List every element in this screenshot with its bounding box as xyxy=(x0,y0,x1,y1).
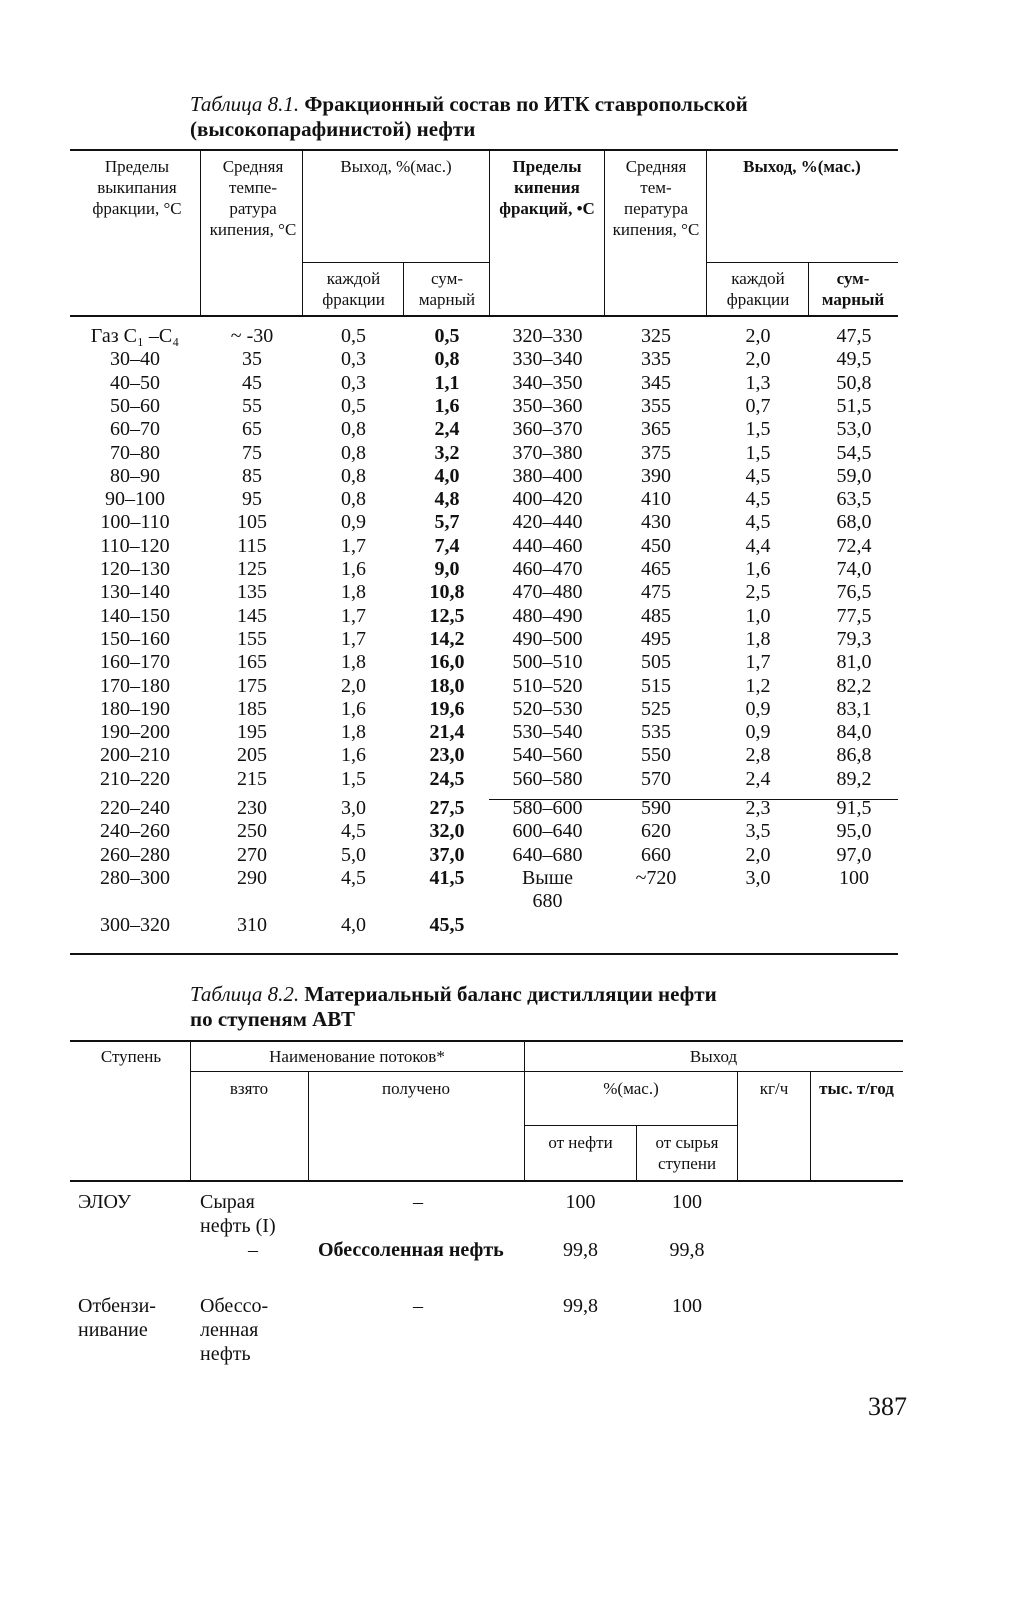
table1-cell-yield-cumulative: 14,2 xyxy=(429,627,465,650)
table1-cell-yield-each: 5,0 xyxy=(341,843,366,866)
table1-right-cell-yield-each: 1,0 xyxy=(745,604,771,627)
table1-cell-mean-temp: 115 xyxy=(237,534,267,557)
table1-cell-mean-temp: 165 xyxy=(237,651,267,674)
table1-cell-yield-cumulative: 19,6 xyxy=(429,697,465,720)
table1-right-cell-fraction-range: 490–500 xyxy=(512,627,583,650)
table2-cell-from-oil: 99,8 xyxy=(563,1239,598,1261)
table2-header-tpy: тыс. т/год xyxy=(819,1079,894,1098)
table2-header-bottom-rule xyxy=(70,1180,903,1182)
table1-right-cell-fraction-range: 470–480 xyxy=(512,581,583,604)
table1-col-divider xyxy=(808,263,809,315)
table1-right-cell-yield-each: 2,4 xyxy=(745,767,771,790)
table1-right-cell-fraction-range: 340–350 xyxy=(512,371,583,394)
table1-right-cell-fraction-range: 580–600 xyxy=(512,797,583,819)
table1-right-cell-fraction-range: 480–490 xyxy=(512,604,583,627)
table1-cell-yield-each: 0,8 xyxy=(341,418,366,441)
table1-right-cell-fraction-range: 350–360 xyxy=(512,394,583,417)
table2-col-divider xyxy=(810,1072,811,1180)
table1-right-cell-yield-cumulative: 91,5 xyxy=(836,797,872,819)
table1-right-cell-yield-cumulative: 51,5 xyxy=(836,394,872,417)
table1-right-cell-mean-temp: 550 xyxy=(641,744,671,767)
table1-right-cell-mean-temp: 660 xyxy=(641,843,671,866)
table1-right-cell-fraction-range: 370–380 xyxy=(512,441,583,464)
table1-cell-yield-cumulative: 18,0 xyxy=(429,674,465,697)
table1-right-cell-yield-each: 3,0 xyxy=(745,866,771,889)
table1-cell-yield-cumulative: 0,5 xyxy=(434,325,460,347)
table1-cell-mean-temp: 270 xyxy=(237,843,267,866)
table1-cell-yield-cumulative: 37,0 xyxy=(429,843,465,866)
table1-right-cell-yield-each: 2,8 xyxy=(745,744,771,767)
table1-right-cell-mean-temp: 390 xyxy=(641,464,671,487)
table2-col-divider xyxy=(636,1126,637,1180)
table1-right-cell-fraction-range: 520–530 xyxy=(512,697,583,720)
table1-cell-mean-temp: ~ -30 xyxy=(230,325,274,347)
table1-cell-yield-cumulative: 5,7 xyxy=(434,511,460,534)
table1-right-cell-fraction-range: 440–460 xyxy=(512,534,583,557)
table1-right-cell-fraction-range: 460–470 xyxy=(512,558,583,580)
table2-header-percent: %(мас.) xyxy=(603,1079,659,1098)
table1-cell-mean-temp: 145 xyxy=(237,604,267,627)
table1-right-cell-yield-each: 3,5 xyxy=(745,820,771,843)
table1-right-cell-mean-temp: 365 xyxy=(641,418,671,441)
table1-cell-yield-cumulative: 45,5 xyxy=(429,913,465,936)
table1-right-cell-yield-each: 4,5 xyxy=(745,511,771,534)
table1-cell-fraction-range: 120–130 xyxy=(100,558,170,580)
table1-right-cell-mean-temp: 515 xyxy=(641,674,671,697)
table1-cell-yield-each: 2,0 xyxy=(341,674,366,697)
table1-cell-yield-each: 1,7 xyxy=(341,627,366,650)
table2-cell-from-feed: 99,8 xyxy=(669,1239,705,1261)
table1-header-mean-temp: Средняя темпе- ратура кипения, °С xyxy=(209,157,297,239)
table1-right-cell-fraction-range: Выше 680 xyxy=(521,866,574,913)
table1-top-rule xyxy=(70,149,898,151)
table1-header-each-right: каждой фракции xyxy=(726,269,790,309)
table2-cell-taken: Обессо- ленная нефть xyxy=(200,1295,269,1365)
table2-cell-stage: ЭЛОУ xyxy=(78,1191,131,1213)
table1-right-cell-mean-temp: 590 xyxy=(641,797,671,819)
table1-cell-fraction-range: 110–120 xyxy=(100,534,170,557)
table1-cell-mean-temp: 45 xyxy=(242,371,262,394)
table1-cell-fraction-range: 180–190 xyxy=(100,697,170,720)
table1-cell-mean-temp: 290 xyxy=(237,866,267,889)
table2-caption-title-line1: Материальный баланс дистилляции нефти xyxy=(304,982,717,1006)
table1-right-cell-yield-cumulative: 95,0 xyxy=(836,820,872,843)
table1-right-cell-mean-temp: 325 xyxy=(641,325,671,347)
table1-cell-mean-temp: 125 xyxy=(237,558,267,580)
table1-cell-yield-each: 1,8 xyxy=(341,651,366,674)
table1-right-cell-yield-cumulative: 82,2 xyxy=(836,674,872,697)
table1-col-divider xyxy=(403,263,404,315)
table1-cell-fraction-range: Газ C₁ –C₄ xyxy=(90,325,180,347)
table1-right-cell-fraction-range: 420–440 xyxy=(512,511,583,534)
table1-cell-yield-each: 1,6 xyxy=(341,558,366,580)
table1-right-cell-fraction-range: 540–560 xyxy=(512,744,583,767)
table1-right-cell-yield-each: 2,3 xyxy=(745,797,771,819)
table2-col-divider xyxy=(737,1072,738,1180)
table1-cell-yield-cumulative: 4,8 xyxy=(434,488,460,511)
table1-cell-yield-cumulative: 24,5 xyxy=(429,767,465,790)
table1-right-cell-fraction-range: 400–420 xyxy=(512,488,583,511)
table2-top-rule xyxy=(70,1040,903,1042)
table1-right-cell-yield-cumulative: 86,8 xyxy=(836,744,872,767)
table1-cell-fraction-range: 160–170 xyxy=(100,651,170,674)
table2-cell-from-oil: 100 xyxy=(565,1191,596,1213)
table1-cell-fraction-range: 140–150 xyxy=(100,604,170,627)
table1-right-cell-yield-cumulative: 83,1 xyxy=(836,697,872,720)
table1-cell-fraction-range: 200–210 xyxy=(100,744,170,767)
table1-right-cell-mean-temp: 375 xyxy=(641,441,671,464)
table1-cell-yield-each: 1,8 xyxy=(341,721,366,744)
table1-header-cumulative-right: сум- марный xyxy=(821,269,885,309)
table1-cell-fraction-range: 30–40 xyxy=(110,348,160,371)
table1-cell-yield-each: 4,0 xyxy=(341,913,366,936)
table1-cell-yield-cumulative: 23,0 xyxy=(429,744,465,767)
table2-header-stage: Ступень xyxy=(100,1047,162,1066)
table1-header-each: каждой фракции xyxy=(322,269,385,309)
table1-cell-yield-each: 1,6 xyxy=(341,744,366,767)
table1-right-cell-fraction-range: 560–580 xyxy=(512,767,583,790)
table2-cell-received: – xyxy=(413,1295,423,1317)
table1-cell-yield-cumulative: 7,4 xyxy=(434,534,460,557)
table1-cell-mean-temp: 35 xyxy=(242,348,262,371)
table2-header-from-oil: от нефти xyxy=(548,1133,613,1152)
table1-cell-fraction-range: 260–280 xyxy=(100,843,170,866)
table1-col-divider xyxy=(706,150,707,315)
table2-header-output: Выход xyxy=(689,1047,738,1066)
table2-header-from-feed: от сырья ступени xyxy=(655,1133,719,1173)
table1-cell-yield-each: 1,6 xyxy=(341,697,366,720)
table1-header-bottom-rule xyxy=(70,315,898,317)
table1-right-cell-fraction-range: 360–370 xyxy=(512,418,583,441)
table1-header-range-right: Пределы кипения фракций, •С xyxy=(499,157,595,218)
table2-header-taken: взято xyxy=(229,1079,269,1098)
table1-caption-label: Таблица 8.1. xyxy=(190,92,300,116)
table1-right-cell-yield-cumulative: 59,0 xyxy=(836,464,872,487)
table1-cell-yield-cumulative: 1,1 xyxy=(434,371,460,394)
table1-cell-yield-cumulative: 1,6 xyxy=(434,394,460,417)
table2-subheader-rule xyxy=(190,1071,903,1072)
table1-cell-yield-each: 0,5 xyxy=(341,325,366,347)
table1-caption-title-line1: Фракционный состав по ИТК ставропольской xyxy=(304,92,748,116)
table1-cell-fraction-range: 60–70 xyxy=(110,418,160,441)
table2-header-streams: Наименование потоков* xyxy=(269,1047,445,1066)
table1-cell-yield-cumulative: 21,4 xyxy=(429,721,465,744)
table1-cell-yield-each: 0,9 xyxy=(341,511,366,534)
table1-right-cell-fraction-range: 530–540 xyxy=(512,721,583,744)
table1-col-divider xyxy=(604,150,605,315)
table1-right-cell-yield-cumulative: 50,8 xyxy=(836,371,872,394)
table2-cell-stage: Отбензи- нивание xyxy=(78,1295,156,1341)
table1-cell-mean-temp: 250 xyxy=(237,820,267,843)
table1-cell-yield-cumulative: 12,5 xyxy=(429,604,465,627)
table1-cell-fraction-range: 240–260 xyxy=(100,820,170,843)
table1-right-cell-mean-temp: 525 xyxy=(641,697,671,720)
table1-right-cell-mean-temp: 485 xyxy=(641,604,671,627)
table1-cell-yield-cumulative: 4,0 xyxy=(434,464,460,487)
table2-cell-from-oil: 99,8 xyxy=(563,1295,598,1317)
table1-cell-yield-each: 0,3 xyxy=(341,371,366,394)
table1-right-cell-mean-temp: 505 xyxy=(641,651,671,674)
table1-right-cell-yield-cumulative: 74,0 xyxy=(836,558,872,580)
table1-col-divider xyxy=(489,150,490,315)
table1-cell-yield-each: 0,5 xyxy=(341,394,366,417)
table1-cell-yield-each: 4,5 xyxy=(341,866,366,889)
table1-right-cell-yield-each: 1,6 xyxy=(745,558,771,580)
table1-right-cell-yield-cumulative: 63,5 xyxy=(836,488,872,511)
table1-right-cell-yield-each: 0,7 xyxy=(745,394,771,417)
table1-cell-mean-temp: 75 xyxy=(242,441,262,464)
table1-cell-fraction-range: 80–90 xyxy=(110,464,160,487)
table1-cell-fraction-range: 190–200 xyxy=(100,721,170,744)
table1-cell-fraction-range: 70–80 xyxy=(110,441,160,464)
table1-cell-fraction-range: 100–110 xyxy=(100,511,170,534)
table1-subheader-rule-left xyxy=(302,262,489,263)
table1-cell-mean-temp: 205 xyxy=(237,744,267,767)
table1-right-cell-yield-cumulative: 53,0 xyxy=(836,418,872,441)
table1-cell-fraction-range: 300–320 xyxy=(100,913,170,936)
table1-cell-mean-temp: 105 xyxy=(237,511,267,534)
table1-cell-mean-temp: 185 xyxy=(237,697,267,720)
table1-right-cell-yield-each: 1,2 xyxy=(745,674,771,697)
table1-right-cell-yield-each: 2,0 xyxy=(745,843,771,866)
table1-right-cell-yield-each: 4,4 xyxy=(745,534,771,557)
table1-cell-yield-cumulative: 27,5 xyxy=(429,797,465,819)
table1-cell-yield-cumulative: 3,2 xyxy=(434,441,460,464)
table1-right-cell-fraction-range: 500–510 xyxy=(512,651,583,674)
page-number: 387 xyxy=(868,1392,907,1421)
table1-right-cell-yield-cumulative: 47,5 xyxy=(836,325,872,347)
table1-cell-yield-each: 4,5 xyxy=(341,820,366,843)
table1-right-cell-yield-each: 0,9 xyxy=(745,697,771,720)
table1-right-cell-yield-each: 1,3 xyxy=(745,371,771,394)
table1-cell-yield-each: 1,8 xyxy=(341,581,366,604)
table1-right-cell-yield-each: 1,5 xyxy=(745,418,771,441)
table2-header-received: получено xyxy=(381,1079,451,1098)
table2-cell-from-feed: 100 xyxy=(672,1191,702,1213)
table1-right-cell-yield-cumulative: 84,0 xyxy=(836,721,872,744)
table1-right-cell-yield-cumulative: 79,3 xyxy=(836,627,872,650)
table1-right-cell-yield-each: 1,8 xyxy=(745,627,771,650)
table1-right-cell-yield-cumulative: 76,5 xyxy=(836,581,872,604)
table1-right-cell-yield-cumulative: 68,0 xyxy=(836,511,872,534)
table2-caption-title-line2: по ступеням АВТ xyxy=(190,1007,356,1031)
table1-cell-yield-cumulative: 32,0 xyxy=(429,820,465,843)
table1-cell-mean-temp: 95 xyxy=(242,488,262,511)
table2-cell-received: – xyxy=(413,1191,423,1213)
table1-cell-yield-cumulative: 0,8 xyxy=(434,348,460,371)
table1-cell-mean-temp: 55 xyxy=(242,394,262,417)
table1-bottom-rule xyxy=(70,953,898,955)
table1-cell-fraction-range: 210–220 xyxy=(100,767,170,790)
table2-cell-received: Обессоленная нефть xyxy=(318,1239,504,1261)
table1-right-cell-mean-temp: 345 xyxy=(641,371,671,394)
table1-right-cell-mean-temp: 410 xyxy=(641,488,671,511)
table1-cell-mean-temp: 85 xyxy=(242,464,262,487)
table1-cell-yield-each: 0,8 xyxy=(341,488,366,511)
table1-header-yield: Выход, %(мас.) xyxy=(340,157,452,176)
table2-subheader-rule-percent xyxy=(524,1125,737,1126)
table1-cell-mean-temp: 135 xyxy=(237,581,267,604)
table1-cell-fraction-range: 220–240 xyxy=(100,797,170,819)
table1-right-cell-yield-each: 2,5 xyxy=(745,581,771,604)
table2-header-kgh: кг/ч xyxy=(759,1079,789,1098)
table1-col-divider xyxy=(200,150,201,315)
table1-cell-yield-each: 1,7 xyxy=(341,604,366,627)
table1-cell-mean-temp: 65 xyxy=(242,418,262,441)
table1-cell-mean-temp: 310 xyxy=(237,913,267,936)
table1-caption-title-line2: (высокопарафинистой) нефти xyxy=(190,117,476,141)
table1-cell-fraction-range: 170–180 xyxy=(100,674,170,697)
table1-right-cell-fraction-range: 320–330 xyxy=(512,325,583,347)
table1-cell-yield-cumulative: 16,0 xyxy=(429,651,465,674)
table1-cell-fraction-range: 40–50 xyxy=(110,371,160,394)
table1-right-cell-mean-temp: 570 xyxy=(641,767,671,790)
table1-right-cell-mean-temp: 335 xyxy=(641,348,671,371)
table1-right-cell-fraction-range: 510–520 xyxy=(512,674,583,697)
table1-cell-fraction-range: 280–300 xyxy=(100,866,170,889)
table1-right-cell-yield-cumulative: 97,0 xyxy=(836,843,872,866)
table1-right-cell-yield-cumulative: 81,0 xyxy=(836,651,872,674)
table1-caption xyxy=(190,92,830,142)
table1-right-cell-yield-each: 4,5 xyxy=(745,464,771,487)
table1-right-cell-yield-cumulative: 89,2 xyxy=(836,767,872,790)
table1-cell-mean-temp: 175 xyxy=(237,674,267,697)
table2-col-divider xyxy=(190,1041,191,1180)
table1-header-cumulative: сум- марный xyxy=(418,269,476,309)
table1-cell-fraction-range: 90–100 xyxy=(105,488,165,511)
table1-cell-yield-each: 0,8 xyxy=(341,441,366,464)
table1-cell-yield-cumulative: 41,5 xyxy=(429,866,465,889)
table1-cell-yield-each: 1,5 xyxy=(341,767,366,790)
table1-header-range: Пределы выкипания фракции, °С xyxy=(92,157,182,218)
table1-right-cell-yield-each: 0,9 xyxy=(745,721,771,744)
table1-right-cell-yield-each: 1,7 xyxy=(745,651,771,674)
table1-cell-yield-each: 3,0 xyxy=(341,797,366,819)
table1-right-cell-mean-temp: 475 xyxy=(641,581,671,604)
table1-right-cell-yield-cumulative: 72,4 xyxy=(836,534,872,557)
table1-cell-yield-each: 1,7 xyxy=(341,534,366,557)
table1-cell-fraction-range: 50–60 xyxy=(110,394,160,417)
table1-cell-yield-cumulative: 9,0 xyxy=(434,558,460,580)
table1-cell-fraction-range: 130–140 xyxy=(100,581,170,604)
table1-subheader-rule-right xyxy=(706,262,898,263)
table1-right-cell-mean-temp: 355 xyxy=(641,394,671,417)
table1-right-cell-yield-each: 1,5 xyxy=(745,441,771,464)
table1-cell-fraction-range: 150–160 xyxy=(100,627,170,650)
table1-right-cell-mean-temp: 495 xyxy=(641,627,671,650)
table2-cell-taken: Сырая нефть (I) xyxy=(200,1191,276,1237)
table1-right-cell-yield-cumulative: 77,5 xyxy=(836,604,872,627)
table2-caption-label: Таблица 8.2. xyxy=(190,982,300,1006)
table1-cell-yield-cumulative: 2,4 xyxy=(434,418,460,441)
table1-col-divider xyxy=(302,150,303,315)
table1-right-cell-fraction-range: 330–340 xyxy=(512,348,583,371)
table2-col-divider xyxy=(308,1072,309,1180)
table1-right-cell-yield-cumulative: 49,5 xyxy=(836,348,872,371)
table1-cell-yield-cumulative: 10,8 xyxy=(429,581,465,604)
table1-right-cell-yield-each: 4,5 xyxy=(745,488,771,511)
table1-right-cell-mean-temp: ~720 xyxy=(635,866,677,889)
table1-cell-yield-each: 0,8 xyxy=(341,464,366,487)
table2-col-divider xyxy=(524,1041,525,1180)
table1-right-cell-mean-temp: 465 xyxy=(641,558,671,580)
table1-right-cell-mean-temp: 450 xyxy=(641,534,671,557)
table2-cell-from-feed: 100 xyxy=(672,1295,702,1317)
table1-right-cell-yield-cumulative: 100 xyxy=(839,866,869,889)
table1-header-yield-right: Выход, %(мас.) xyxy=(743,157,861,176)
table1-right-cell-yield-each: 2,0 xyxy=(745,348,771,371)
table1-right-cell-yield-cumulative: 54,5 xyxy=(836,441,872,464)
table1-header-mean-temp-right: Средняя тем- пература кипения, °С xyxy=(612,157,700,239)
table1-cell-mean-temp: 215 xyxy=(237,767,267,790)
table1-right-cell-fraction-range: 640–680 xyxy=(512,843,583,866)
table1-cell-mean-temp: 230 xyxy=(237,797,267,819)
table1-cell-mean-temp: 155 xyxy=(237,627,267,650)
table1-right-cell-mean-temp: 430 xyxy=(641,511,671,534)
table1-cell-mean-temp: 195 xyxy=(237,721,267,744)
table2-cell-taken: – xyxy=(248,1239,258,1261)
table1-right-cell-fraction-range: 600–640 xyxy=(512,820,583,843)
table2-caption xyxy=(190,982,830,1032)
table1-right-cell-fraction-range: 380–400 xyxy=(512,464,583,487)
table1-right-cell-mean-temp: 535 xyxy=(641,721,671,744)
table1-right-cell-yield-each: 2,0 xyxy=(745,325,771,347)
table1-cell-yield-each: 0,3 xyxy=(341,348,366,371)
table1-right-cell-mean-temp: 620 xyxy=(641,820,671,843)
